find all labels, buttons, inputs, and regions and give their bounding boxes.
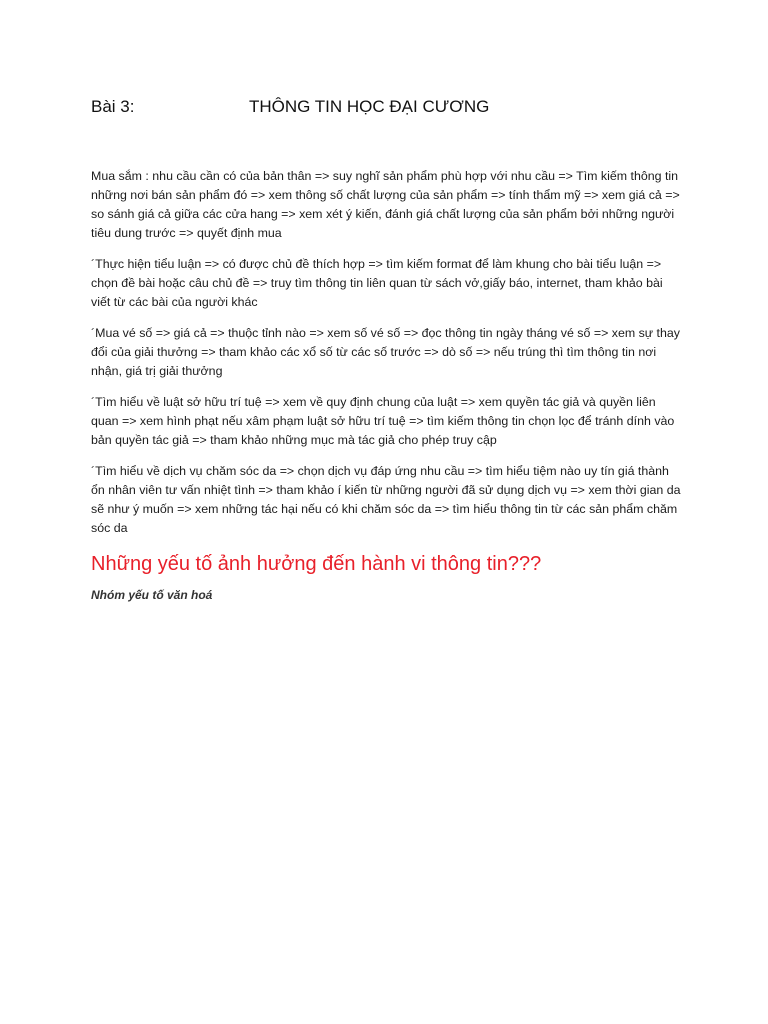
paragraph-lottery: ´Mua vé số => giá cả => thuộc tỉnh nào => xem số vé số => đọc thông tin ngày tháng vé số => xem sự thay đổi của giải thưởng => tham khảo các xổ số từ các số trước => dò số => nếu trúng thì tìm thông tin nơi nhận, giá trị giải thưởng [91, 326, 680, 378]
document-heading [91, 94, 691, 120]
section-title: Những yếu tố ảnh hưởng đến hành vi thông tin??? [91, 553, 542, 575]
subsection-title: Nhóm yếu tố văn hoá [91, 588, 213, 602]
paragraph-skincare: ´Tìm hiểu về dịch vụ chăm sóc da => chọn dịch vụ đáp ứng nhu cầu => tìm hiểu tiệm nào uy tín giá thành ổn nhân viên tư vấn nhiệt tình => tham khảo í kiến từ những người đã sử dụng dịch vụ => xem thời gian da sẽ như ý muốn => xem những tác hại nếu có khi chăm sóc da => tìm hiểu thông tin từ các sản phẩm chăm sóc da [91, 464, 681, 535]
subject-title: THÔNG TIN HỌC ĐẠI CƯƠNG [249, 97, 490, 116]
paragraph-ip-law: ´Tìm hiểu về luật sở hữu trí tuệ => xem về quy định chung của luật => xem quyền tác giả và quyền liên quan => xem hình phạt nếu xâm phạm luật sở hữu trí tuệ => tìm kiếm thông tin chọn lọc để tránh dính vào bản quyền tác giả => tham khảo những mục mà tác giả cho phép truy cập [91, 395, 675, 447]
document-body [91, 167, 681, 604]
lesson-label: Bài 3: [91, 97, 135, 116]
paragraph-essay: ´Thực hiện tiểu luận => có được chủ đề thích hợp => tìm kiếm format để làm khung cho bài tiểu luận => chọn đề bài hoặc câu chủ đề => truy tìm thông tin liên quan từ sách vở,giấy báo, internet, tham khảo bài viết từ các bài của người khác [91, 257, 663, 309]
paragraph-shopping: Mua sắm : nhu cầu cần có của bản thân => suy nghĩ sản phẩm phù hợp với nhu cầu => Tìm kiếm thông tin những nơi bán sản phẩm đó => xem thông số chất lượng của sản phẩm => tính thẩm mỹ => xem giá cả => so sánh giá cả giữa các cửa hang => xem xét ý kiến, đánh giá chất lượng của sản phẩm bởi những người tiêu dung trước => quyết định mua [91, 169, 680, 240]
